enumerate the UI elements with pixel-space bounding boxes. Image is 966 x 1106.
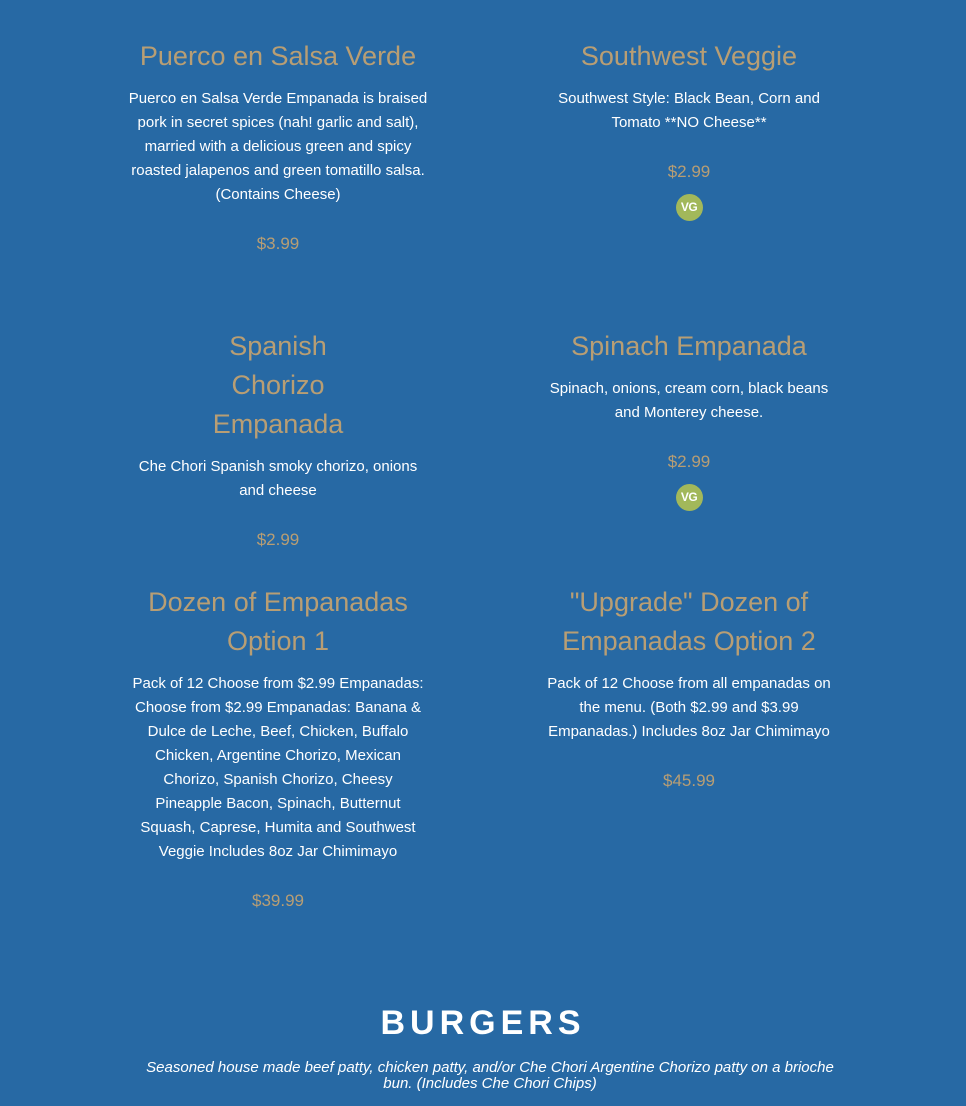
item-description: Puerco en Salsa Verde Empanada is braised pork in secret spices (nah! garlic and salt), married with a delicious green and spicy roasted jalapenos and green tomatillo salsa. (Contains Cheese): [128, 90, 428, 203]
menu-item-spanish-chorizo-empanada: [123, 327, 433, 552]
item-price: $2.99: [667, 452, 711, 471]
vegetarian-badge-icon: VG: [676, 194, 703, 221]
item-title: Spinach Empanada: [571, 331, 807, 361]
item-title: Southwest Veggie: [580, 41, 798, 71]
burgers-section-description: Seasoned house made beef patty, chicken patty, and/or Che Chori Argentine Chorizo patty on a brioche bun. (Includes Che Chori Chips): [146, 1059, 834, 1092]
menu-item-dozen-option-1: [123, 583, 433, 913]
item-price: $39.99: [252, 891, 304, 910]
item-price: $2.99: [256, 530, 300, 549]
item-description: Che Chori Spanish smoky chorizo, onions and cheese: [138, 458, 418, 499]
item-title: "Upgrade" Dozen of Empanadas Option 2: [562, 587, 816, 656]
menu-item-spinach-empanada: [534, 327, 844, 511]
item-price: $2.99: [667, 162, 711, 181]
item-description: Pack of 12 Choose from $2.99 Empanadas: Choose from $2.99 Empanadas: Banana & Dulce de Leche, Beef, Chicken, Buffalo Chicken, Argentine Chorizo, Mexican Chorizo, Spanish Chorizo, Cheesy Pineapple Bacon, Spinach, Butternut Squash, Caprese, Humita and Southwest Veggie Includes 8oz Jar Chimimayo: [132, 675, 424, 860]
menu-item-puerco-en-salsa-verde: [123, 37, 433, 256]
item-title: Dozen of Empanadas Option 1: [148, 587, 408, 656]
item-description: Pack of 12 Choose from all empanadas on the menu. (Both $2.99 and $3.99 Empanadas.) Includes 8oz Jar Chimimayo: [547, 675, 831, 740]
vegetarian-badge-icon: VG: [676, 484, 703, 511]
item-description: Southwest Style: Black Bean, Corn and Tomato **NO Cheese**: [558, 90, 820, 131]
menu-item-southwest-veggie: [534, 37, 844, 221]
item-price: $3.99: [256, 234, 300, 253]
menu-item-dozen-option-2: [534, 583, 844, 793]
item-description: Spinach, onions, cream corn, black beans and Monterey cheese.: [549, 380, 829, 421]
item-price: $45.99: [663, 771, 715, 790]
item-title: Puerco en Salsa Verde: [139, 41, 417, 71]
item-title: Spanish Chorizo Empanada: [212, 331, 344, 439]
burgers-section-title: BURGERS: [380, 1004, 586, 1042]
